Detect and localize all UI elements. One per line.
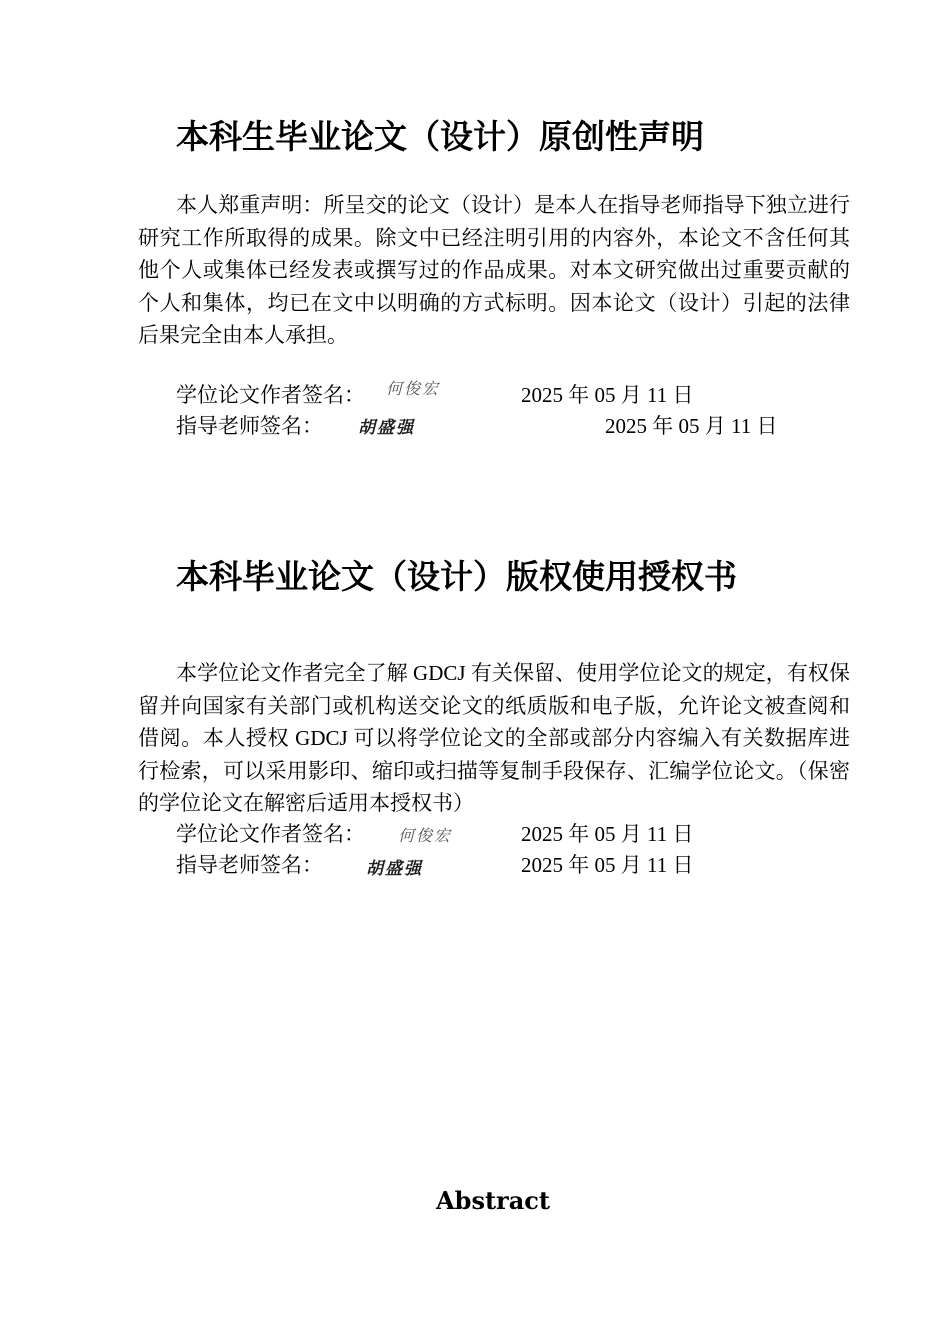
originality-statement-title: 本科生毕业论文（设计）原创性声明 [176,117,704,156]
abstract-heading: Abstract [436,1186,550,1215]
copyright-authorization-title: 本科毕业论文（设计）版权使用授权书 [176,557,737,596]
author-handwritten-signature: 何俊宏 [398,826,453,845]
originality-statement-paragraph: 本人郑重声明：所呈交的论文（设计）是本人在指导老师指导下独立进行研究工作所取得的成果。除文中已经注明引用的内容外，本论文不含任何其他个人或集体已经发表或撰写过的作品成果。对本文研究做出过重要贡献的个人和集体，均已在文中以明确的方式标明。因本论文（设计）引起的法律后果完全由本人承担。 [138,193,850,347]
advisor-handwritten-signature: 胡盛强 [366,859,423,879]
advisor-signature-label: 指导老师签名： [176,853,323,877]
advisor-signature-label: 指导老师签名： [176,414,323,438]
advisor-signature-date: 2025 年 05 月 11 日 [605,414,778,438]
author-signature-date: 2025 年 05 月 11 日 [521,383,694,407]
author-handwritten-signature: 何俊宏 [386,379,441,398]
author-signature-label: 学位论文作者签名： [176,822,365,846]
advisor-handwritten-signature: 胡盛强 [358,418,415,438]
advisor-signature-date: 2025 年 05 月 11 日 [521,853,694,877]
author-signature-label: 学位论文作者签名： [176,383,365,407]
copyright-authorization-paragraph: 本学位论文作者完全了解 GDCJ 有关保留、使用学位论文的规定，有权保留并向国家有关部门或机构送交论文的纸质版和电子版，允许论文被查阅和借阅。本人授权 GDCJ 可以将学位论文的全部或部分内容编入有关数据库进行检索，可以采用影印、缩印或扫描等复制手段保存、汇编学位论文。（保密的学位论文在解密后适用本授权书） [138,661,850,815]
author-signature-date: 2025 年 05 月 11 日 [521,822,694,846]
